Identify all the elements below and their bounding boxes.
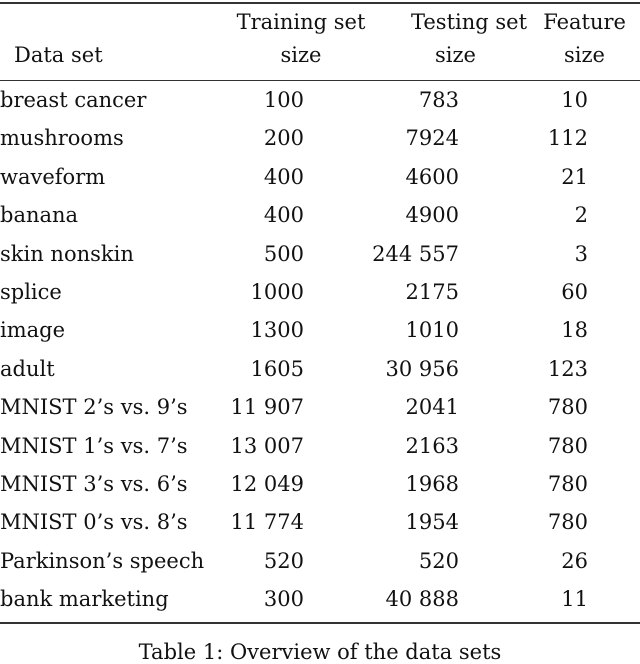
dataset-name: waveform: [0, 164, 106, 189]
testing-size: 4900: [405, 203, 459, 228]
header-testing-line1: Testing set: [410, 10, 528, 34]
testing-size: 2175: [405, 280, 459, 304]
feature-size: 21: [561, 164, 588, 189]
training-size: 200: [263, 126, 304, 151]
feature-size: 112: [547, 126, 588, 151]
training-size: 12 049: [230, 472, 304, 496]
header-dataset: Data set: [14, 43, 103, 67]
feature-size: 60: [561, 280, 588, 304]
header-feature-line2: size: [564, 43, 605, 67]
training-size: 500: [263, 241, 304, 266]
dataset-name: MNIST 0’s vs. 8’s: [0, 510, 188, 535]
testing-size: 1968: [405, 472, 459, 496]
dataset-name: image: [0, 318, 66, 343]
testing-size: 4600: [405, 164, 459, 189]
training-size: 100: [263, 88, 304, 112]
feature-size: 2: [574, 203, 588, 228]
training-size: 520: [263, 548, 304, 573]
dataset-name: MNIST 2’s vs. 9’s: [0, 395, 188, 420]
testing-size: 40 888: [385, 587, 459, 612]
dataset-name: splice: [0, 280, 62, 304]
feature-size: 3: [574, 241, 588, 266]
testing-size: 1954: [405, 510, 459, 535]
dataset-name: MNIST 1’s vs. 7’s: [0, 433, 188, 458]
training-size: 1605: [250, 356, 304, 381]
testing-size: 783: [418, 88, 459, 112]
header-testing-line2: size: [435, 43, 476, 67]
header-feature-line1: Feature: [543, 10, 626, 34]
dataset-name: Parkinson’s speech: [0, 548, 205, 573]
testing-size: 2041: [405, 395, 459, 420]
dataset-name: MNIST 3’s vs. 6’s: [0, 472, 188, 496]
table-caption: Table 1: Overview of the data sets: [138, 640, 502, 664]
training-size: 11 907: [230, 395, 304, 420]
feature-size: 780: [547, 472, 588, 496]
dataset-name: bank marketing: [0, 587, 169, 612]
testing-size: 7924: [405, 126, 459, 151]
header-training-line2: size: [280, 43, 322, 67]
feature-size: 780: [547, 433, 588, 458]
feature-size: 780: [547, 510, 588, 535]
feature-size: 123: [547, 356, 588, 381]
feature-size: 26: [561, 548, 588, 573]
training-size: 1000: [250, 280, 304, 304]
testing-size: 520: [418, 548, 459, 573]
training-size: 400: [263, 164, 304, 189]
dataset-name: adult: [0, 356, 55, 381]
testing-size: 244 557: [372, 241, 459, 266]
testing-size: 2163: [405, 433, 459, 458]
dataset-name: skin nonskin: [0, 241, 134, 266]
dataset-name: breast cancer: [0, 88, 147, 112]
feature-size: 10: [561, 88, 588, 112]
mid-rule: [0, 80, 640, 81]
feature-size: 18: [561, 318, 588, 343]
training-size: 300: [263, 587, 304, 612]
training-size: 11 774: [230, 510, 304, 535]
training-size: 400: [263, 203, 304, 228]
testing-size: 30 956: [385, 356, 459, 381]
training-size: 13 007: [230, 433, 304, 458]
feature-size: 11: [561, 587, 588, 612]
dataset-name: banana: [0, 203, 79, 228]
feature-size: 780: [547, 395, 588, 420]
bottom-rule: [0, 622, 640, 624]
training-size: 1300: [250, 318, 304, 343]
header-training-line1: Training set: [236, 10, 366, 34]
dataset-name: mushrooms: [0, 126, 124, 151]
top-rule: [0, 2, 640, 4]
testing-size: 1010: [405, 318, 459, 343]
